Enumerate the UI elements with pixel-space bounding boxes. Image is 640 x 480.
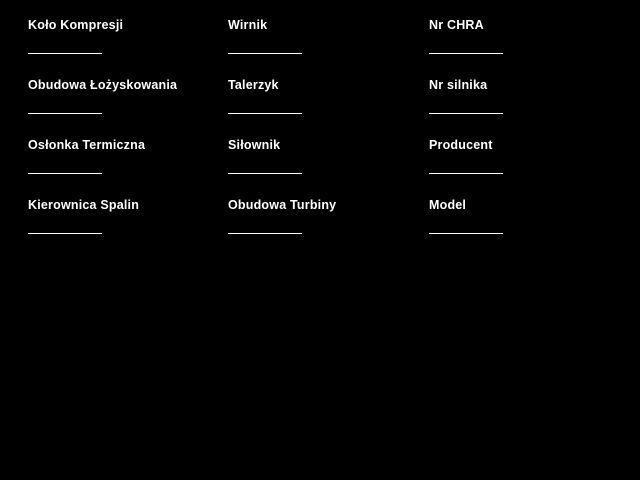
field-label: Nr CHRA (429, 18, 484, 32)
field-model[interactable] (429, 198, 619, 234)
field-underline (429, 113, 503, 114)
field-label: Osłonka Termiczna (28, 138, 146, 152)
field-silownik[interactable] (228, 138, 418, 174)
field-underline (28, 113, 102, 114)
field-label: Producent (429, 138, 493, 152)
field-nr-chra[interactable] (429, 18, 619, 54)
field-wirnik[interactable] (228, 18, 418, 54)
field-underline (429, 173, 503, 174)
field-producent[interactable] (429, 138, 619, 174)
field-underline (28, 233, 102, 234)
field-label: Talerzyk (228, 78, 279, 92)
field-talerzyk[interactable] (228, 78, 418, 114)
field-label: Obudowa Turbiny (228, 198, 337, 212)
field-underline (429, 53, 503, 54)
field-underline (28, 173, 102, 174)
field-underline (228, 53, 302, 54)
field-label: Siłownik (228, 138, 281, 152)
field-nr-silnika[interactable] (429, 78, 619, 114)
field-label: Obudowa Łożyskowania (28, 78, 178, 92)
field-label: Nr silnika (429, 78, 488, 92)
field-underline (429, 233, 503, 234)
field-kierownica-spalin[interactable] (28, 198, 218, 234)
field-underline (228, 113, 302, 114)
field-underline (228, 173, 302, 174)
field-underline (228, 233, 302, 234)
field-kolo-kompresji[interactable] (28, 18, 218, 54)
field-label: Model (429, 198, 467, 212)
field-label: Kierownica Spalin (28, 198, 140, 212)
field-label: Wirnik (228, 18, 268, 32)
field-label: Koło Kompresji (28, 18, 124, 32)
field-oslonka-termiczna[interactable] (28, 138, 218, 174)
field-obudowa-turbiny[interactable] (228, 198, 418, 234)
field-obudowa-lozyskowania[interactable] (28, 78, 218, 114)
field-underline (28, 53, 102, 54)
